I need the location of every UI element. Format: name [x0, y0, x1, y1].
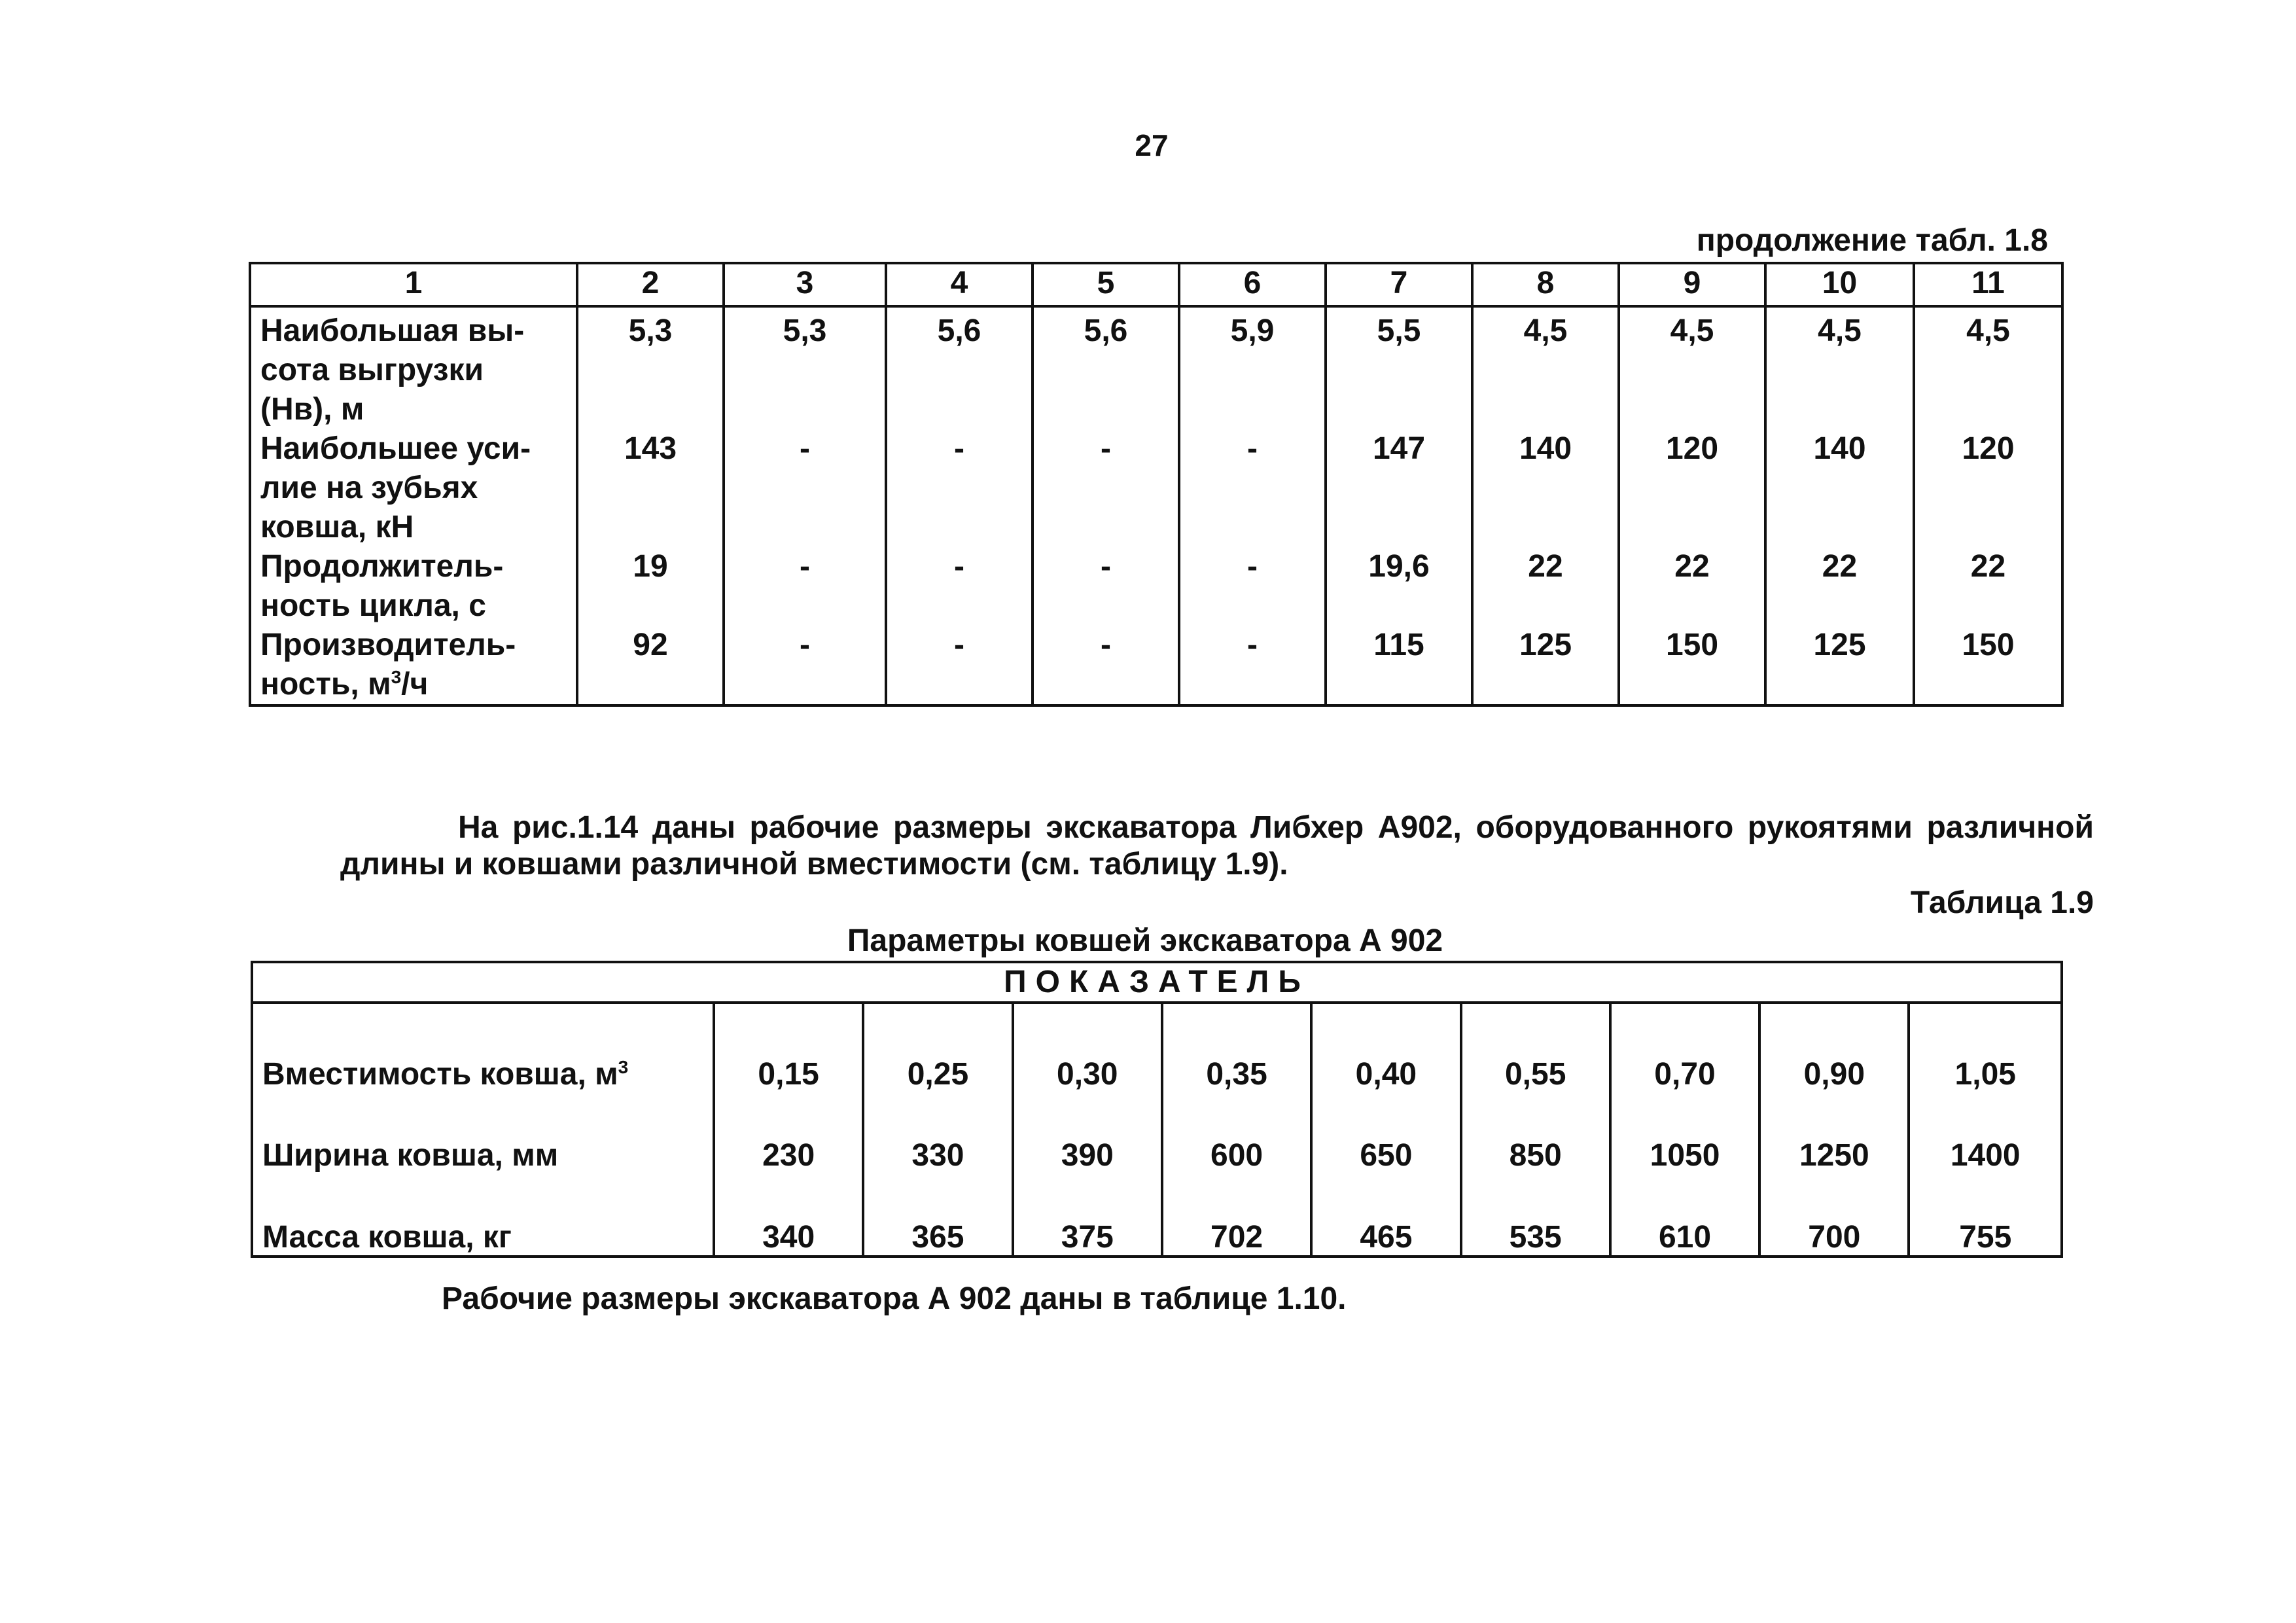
- table-cell: 700: [1759, 1178, 1909, 1257]
- table-cell: 150: [1914, 626, 2062, 705]
- table-cell: 650: [1311, 1098, 1460, 1178]
- table-cell: 5,6: [886, 306, 1033, 429]
- table-cell: 0,25: [863, 1003, 1012, 1098]
- table-cell: 115: [1326, 626, 1472, 705]
- table-1-8: [249, 262, 2064, 707]
- table-cell: 147: [1326, 429, 1472, 547]
- table-cell: 125: [1472, 626, 1619, 705]
- row-label: Ширина ковша, мм: [262, 1138, 559, 1173]
- label-line: ность, м: [260, 667, 391, 702]
- table-cell: 702: [1162, 1178, 1311, 1257]
- table-cell: -: [1033, 626, 1179, 705]
- table-header-row: [250, 263, 2062, 306]
- table-cell: 1,05: [1909, 1003, 2062, 1098]
- table-cell: 0,30: [1013, 1003, 1162, 1098]
- table-cell: 22: [1619, 547, 1765, 626]
- table-cell: 125: [1765, 626, 1914, 705]
- header-cell: 5: [1033, 263, 1179, 306]
- row-label: [250, 626, 577, 705]
- label-line: лие на зубьях: [260, 471, 478, 505]
- table-cell: 535: [1461, 1178, 1610, 1257]
- table-cell: 120: [1619, 429, 1765, 547]
- table-cell: -: [1033, 429, 1179, 547]
- header-cell: 11: [1914, 263, 2062, 306]
- row-label: [250, 547, 577, 626]
- table-cell: 19,6: [1326, 547, 1472, 626]
- table-cell: 1050: [1610, 1098, 1759, 1178]
- table-cell: -: [1179, 626, 1326, 705]
- superscript: 3: [391, 667, 402, 687]
- table-cell: 22: [1914, 547, 2062, 626]
- row-label: [250, 306, 577, 429]
- table-cell: 140: [1472, 429, 1619, 547]
- table-cell: 0,70: [1610, 1003, 1759, 1098]
- row-label: Масса ковша, кг: [262, 1220, 512, 1255]
- header-cell: 10: [1765, 263, 1914, 306]
- table-cell: 600: [1162, 1098, 1311, 1178]
- table-cell: 230: [714, 1098, 863, 1178]
- header-cell: ПОКАЗАТЕЛЬ: [252, 962, 2062, 1003]
- header-cell: 9: [1619, 263, 1765, 306]
- table-cell: -: [724, 547, 886, 626]
- table-cell: 365: [863, 1178, 1012, 1257]
- table-cell: 0,55: [1461, 1003, 1610, 1098]
- table-cell: 1400: [1909, 1098, 2062, 1178]
- table-cell: 390: [1013, 1098, 1162, 1178]
- table-cell: 4,5: [1472, 306, 1619, 429]
- table-cell: -: [886, 626, 1033, 705]
- table-row: [250, 547, 2062, 626]
- label-line: /ч: [401, 667, 429, 702]
- label-line: Наибольшее уси-: [260, 431, 531, 466]
- row-label: [252, 1003, 714, 1098]
- label-line: Продолжитель-: [260, 549, 504, 584]
- table-cell: -: [886, 429, 1033, 547]
- table-row: [250, 306, 2062, 429]
- label-text: Вместимость ковша, м: [262, 1057, 618, 1092]
- table-cell: 140: [1765, 429, 1914, 547]
- table-cell: 850: [1461, 1098, 1610, 1178]
- table-continuation-label: продолжение табл. 1.8: [1696, 223, 2048, 258]
- header-cell: 6: [1179, 263, 1326, 306]
- table-cell: 5,3: [724, 306, 886, 429]
- table-label: Таблица 1.9: [1910, 885, 2094, 920]
- superscript: 3: [618, 1057, 629, 1077]
- label-line: (Нв), м: [260, 392, 364, 427]
- table-row: [250, 429, 2062, 547]
- table-cell: 19: [577, 547, 724, 626]
- table-cell: 5,5: [1326, 306, 1472, 429]
- table-cell: -: [724, 429, 886, 547]
- header-cell: 2: [577, 263, 724, 306]
- table-cell: 340: [714, 1178, 863, 1257]
- table-caption: Параметры ковшей экскаватора А 902: [847, 923, 1443, 958]
- header-cell: 7: [1326, 263, 1472, 306]
- table-cell: 0,15: [714, 1003, 863, 1098]
- header-cell: 1: [250, 263, 577, 306]
- label-line: ность цикла, с: [260, 588, 486, 623]
- table-row: [252, 1178, 2062, 1257]
- table-cell: -: [1179, 547, 1326, 626]
- header-cell: 3: [724, 263, 886, 306]
- table-cell: 4,5: [1914, 306, 2062, 429]
- table-cell: -: [724, 626, 886, 705]
- table-cell: 0,40: [1311, 1003, 1460, 1098]
- table-cell: 1250: [1759, 1098, 1909, 1178]
- label-line: сота выгрузки: [260, 353, 484, 387]
- page-number: 27: [1135, 128, 1169, 162]
- table-cell: 465: [1311, 1178, 1460, 1257]
- table-row: [252, 1003, 2062, 1098]
- table-cell: 22: [1765, 547, 1914, 626]
- table-cell: 143: [577, 429, 724, 547]
- table-cell: 4,5: [1619, 306, 1765, 429]
- table-1-9: [251, 961, 2063, 1258]
- table-cell: 4,5: [1765, 306, 1914, 429]
- label-line: ковша, кН: [260, 510, 414, 544]
- table-cell: 120: [1914, 429, 2062, 547]
- body-paragraph: На рис.1.14 даны рабочие размеры экскаватора Либхер А902, оборудованного рукоятями различной длины и ковшами различной вместимости (см. таблицу 1.9).: [340, 810, 2094, 882]
- label-line: Наибольшая вы-: [260, 313, 525, 348]
- table-cell: 150: [1619, 626, 1765, 705]
- table-cell: 92: [577, 626, 724, 705]
- table-cell: 375: [1013, 1178, 1162, 1257]
- table-cell: 755: [1909, 1178, 2062, 1257]
- header-cell: 8: [1472, 263, 1619, 306]
- header-cell: 4: [886, 263, 1033, 306]
- table-cell: 5,9: [1179, 306, 1326, 429]
- table-cell: 610: [1610, 1178, 1759, 1257]
- table-row: [250, 626, 2062, 705]
- table-cell: -: [886, 547, 1033, 626]
- table-cell: -: [1033, 547, 1179, 626]
- table-cell: 22: [1472, 547, 1619, 626]
- table-cell: 330: [863, 1098, 1012, 1178]
- table-header-row: [252, 962, 2062, 1003]
- label-line: Производитель-: [260, 628, 516, 662]
- table-cell: 5,3: [577, 306, 724, 429]
- table-cell: 0,90: [1759, 1003, 1909, 1098]
- closing-sentence: Рабочие размеры экскаватора А 902 даны в таблице 1.10.: [442, 1281, 1347, 1316]
- table-cell: 5,6: [1033, 306, 1179, 429]
- table-cell: -: [1179, 429, 1326, 547]
- table-cell: 0,35: [1162, 1003, 1311, 1098]
- row-label: [250, 429, 577, 547]
- table-row: [252, 1098, 2062, 1178]
